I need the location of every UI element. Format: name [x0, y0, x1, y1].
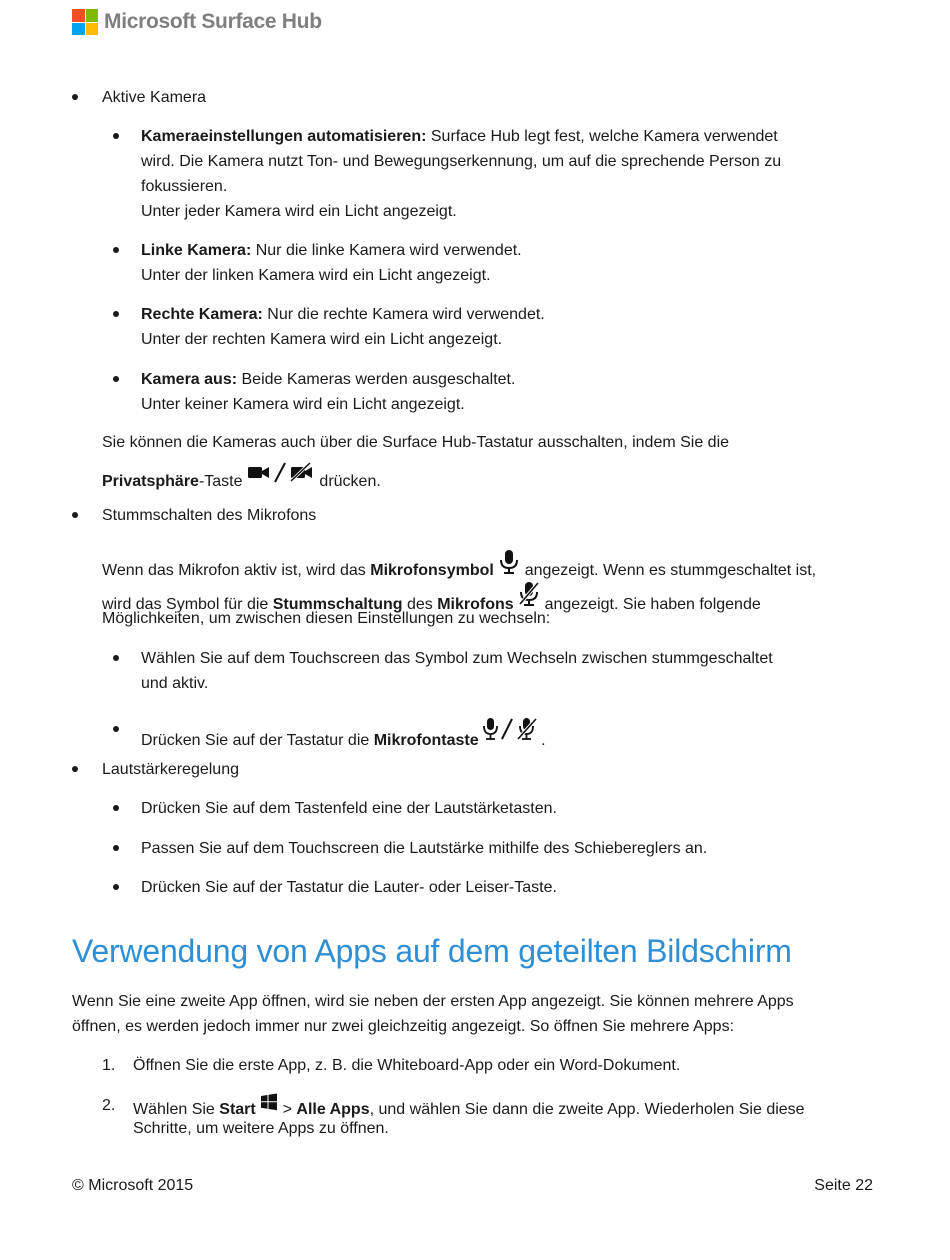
microsoft-logo-icon: [72, 9, 98, 35]
microphone-icon: [498, 549, 520, 575]
volume-item: Passen Sie auf dem Touchscreen die Lautstärke mithilfe des Schiebereglers an.: [141, 840, 708, 857]
bullet-icon: [113, 376, 119, 382]
bullet-icon: [113, 133, 119, 139]
step-number: 2.: [102, 1097, 116, 1114]
windows-start-icon: [260, 1093, 278, 1111]
volume-item: Drücken Sie auf dem Tastenfeld eine der Lautstärketasten.: [141, 800, 557, 817]
camera-right-line2: Unter der rechten Kamera wird ein Licht angezeigt.: [141, 331, 503, 348]
bullet-icon: [113, 884, 119, 890]
step-2-line2: Schritte, um weitere Apps zu öffnen.: [133, 1120, 389, 1137]
footer-copyright: © Microsoft 2015: [72, 1177, 194, 1194]
footer-page-number: Seite 22: [814, 1177, 873, 1194]
camera-title: Aktive Kamera: [102, 89, 207, 106]
camera-auto-line1: Kameraeinstellungen automatisieren: Surface Hub legt fest, welche Kamera verwendet: [141, 128, 778, 145]
bullet-icon: [113, 726, 119, 732]
mic-para-line2: wird das Symbol für die Stummschaltung des Mikrofons angezeigt. Sie haben folgende: [102, 581, 761, 617]
camera-off-line2: Unter keiner Kamera wird ein Licht angezeigt.: [141, 396, 465, 413]
microphone-key-icon: [483, 717, 541, 743]
bullet-icon: [113, 247, 119, 253]
step-2-line1: Wählen Sie Start > Alle Apps, und wählen Sie dann die zweite App. Wiederholen Sie diese: [133, 1093, 805, 1122]
camera-auto-line4: Unter jeder Kamera wird ein Licht angezeigt.: [141, 203, 457, 220]
microphone-muted-icon: [518, 581, 540, 607]
mic-para-line3: Möglichkeiten, um zwischen diesen Einstellungen zu wechseln:: [102, 610, 551, 627]
apps-intro-line1: Wenn Sie eine zweite App öffnen, wird sie neben der ersten App angezeigt. Sie können mehrere Apps: [72, 993, 794, 1010]
bullet-icon: [113, 805, 119, 811]
section-heading: Verwendung von Apps auf dem geteilten Bildschirm: [72, 933, 792, 969]
mic-title: Stummschalten des Mikrofons: [102, 507, 317, 524]
bullet-icon: [113, 311, 119, 317]
mic-option1-line1: Wählen Sie auf dem Touchscreen das Symbol zum Wechseln zwischen stummgeschaltet: [141, 650, 773, 667]
step-number: 1.: [102, 1057, 116, 1074]
privacy-line1: Sie können die Kameras auch über die Surface Hub-Tastatur ausschalten, indem Sie die: [102, 434, 730, 451]
header-logo: [72, 9, 322, 35]
camera-privacy-key-icon: [247, 462, 315, 484]
apps-intro-line2: öffnen, es werden jedoch immer nur zwei gleichzeitig angezeigt. So öffnen Sie mehrere Apps:: [72, 1018, 735, 1035]
brand-name: Microsoft Surface Hub: [104, 10, 322, 33]
camera-auto-line3: fokussieren.: [141, 178, 228, 195]
privacy-line2: Privatsphäre-Taste drücken.: [102, 462, 381, 494]
volume-title: Lautstärkeregelung: [102, 761, 239, 778]
bullet-icon: [113, 845, 119, 851]
mic-option1-line2: und aktiv.: [141, 675, 209, 692]
volume-item: Drücken Sie auf der Tastatur die Lauter- oder Leiser-Taste.: [141, 879, 557, 896]
camera-off-line1: Kamera aus: Beide Kameras werden ausgeschaltet.: [141, 371, 516, 388]
bullet-icon: [72, 512, 78, 518]
camera-right-line1: Rechte Kamera: Nur die rechte Kamera wird verwendet.: [141, 306, 545, 323]
camera-left-line2: Unter der linken Kamera wird ein Licht angezeigt.: [141, 267, 491, 284]
bullet-icon: [72, 766, 78, 772]
camera-left-line1: Linke Kamera: Nur die linke Kamera wird verwendet.: [141, 242, 522, 259]
mic-option2: Drücken Sie auf der Tastatur die Mikrofontaste .: [141, 717, 546, 753]
mic-para-line1: Wenn das Mikrofon aktiv ist, wird das Mikrofonsymbol angezeigt. Wenn es stummgeschaltet ist,: [102, 549, 816, 583]
step-1: Öffnen Sie die erste App, z. B. die Whiteboard-App oder ein Word-Dokument.: [133, 1057, 681, 1074]
camera-auto-line2: wird. Die Kamera nutzt Ton- und Bewegungserkennung, um auf die sprechende Person zu: [141, 153, 782, 170]
bullet-icon: [72, 94, 78, 100]
bullet-icon: [113, 655, 119, 661]
